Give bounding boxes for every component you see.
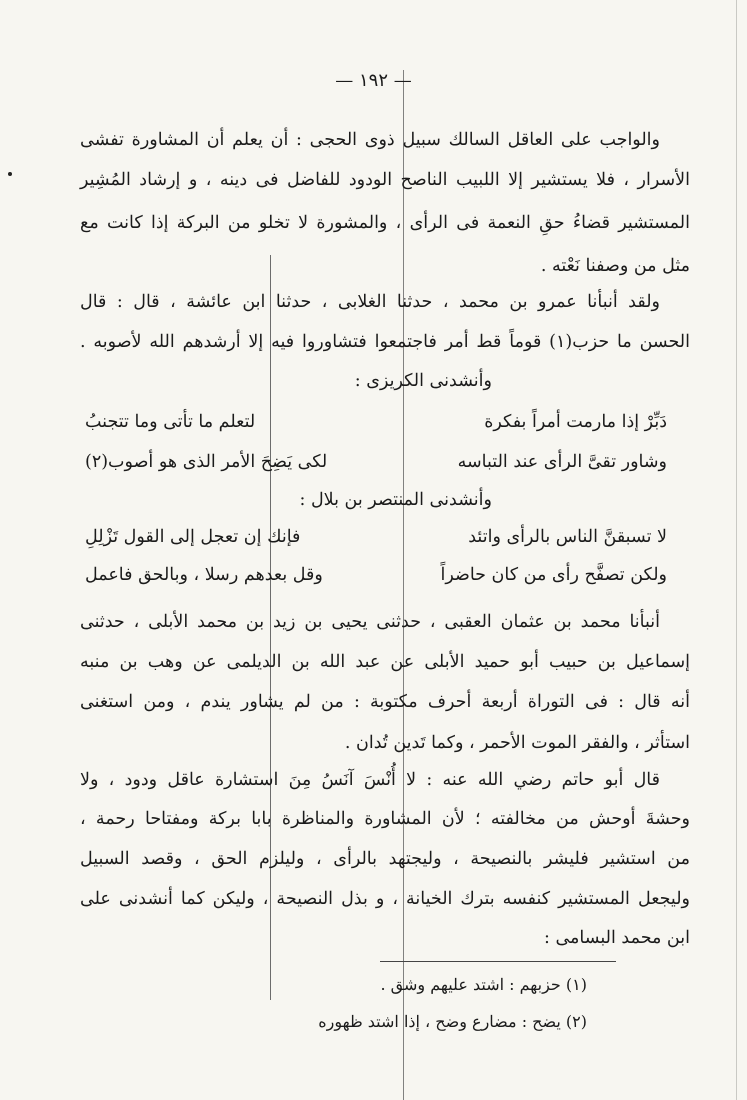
footnote-1: (١) حزبهم : اشتد عليهم وشق . — [380, 975, 587, 994]
ink-speck — [8, 172, 12, 176]
text-line: وحشةَ أوحش من مخالفته ؛ لأن المشاورة والمناظرة بابا بركة ومفتاحا رحمة ، — [80, 809, 690, 829]
verse-hemistich-left: لتعلم ما تأتى وما تتجنبُ — [85, 412, 256, 432]
verse-hemistich-right: ولكن تصفَّح رأى من كان حاضراً — [440, 565, 667, 585]
page-number: — ١٩٢ — — [335, 70, 412, 91]
poem-intro: وأنشدنى المنتصر بن بلال : — [299, 490, 492, 510]
poem-intro: وأنشدنى الكريزى : — [354, 371, 492, 391]
text-line: أنه قال : فى التوراة أربعة أحرف مكتوبة : من لم يشاور يندم ، ومن استغنى — [80, 692, 690, 712]
verse-hemistich-left: فإنك إن تعجل إلى القول تَزْلِلِ — [85, 527, 301, 547]
footnote-rule — [380, 961, 616, 962]
text-line: أنبأنا محمد بن عثمان العقبى ، حدثنى يحيى بن زيد بن محمد الأبلى ، حدثنى — [80, 612, 660, 632]
text-line: والواجب على العاقل السالك سبيل ذوى الحجى : أن يعلم أن المشاورة تفشى — [80, 130, 660, 150]
text-line: الحسن ما حزب(١) قوماً قط أمر فاجتمعوا فتشاوروا فيه إلا أرشدهم الله لأصوبه . — [80, 332, 690, 352]
verse-hemistich-left: وقل بعدهم رسلا ، وبالحق فاعمل — [85, 565, 323, 585]
text-line: وليجعل المستشير كنفسه بترك الخيانة ، و بذل النصيحة ، وليكن كما أنشدنى على — [80, 889, 690, 909]
verse-hemistich-right: دَبِّرْ إذا مارمت أمراً بفكرة — [484, 412, 667, 432]
text-line: ابن محمد البسامى : — [544, 928, 690, 948]
text-line: إسماعيل بن حبيب أبو حميد الأبلى عن عبد الله بن الديلمى عن وهب بن منبه — [80, 652, 690, 672]
page-edge — [736, 0, 737, 1100]
text-line: استأثر ، والفقر الموت الأحمر ، وكما تَدين تُدان . — [344, 733, 690, 753]
verse-hemistich-right: لا تسبقنَّ الناس بالرأى واتئد — [468, 527, 667, 547]
text-line: قال أبو حاتم رضي الله عنه : لا أُنْسَ آنَسُ مِنَ استشارة عاقل ودود ، ولا — [80, 770, 660, 790]
text-line: ولقد أنبأنا عمرو بن محمد ، حدثنا الغلابى ، حدثنا ابن عائشة ، قال : قال — [80, 292, 660, 312]
text-line: المستشير قضاءُ حقِ النعمة فى الرأى ، والمشورة لا تخلو من البركة إذا كانت مع — [80, 213, 690, 233]
verse-hemistich-right: وشاور تقىَّ الرأى عند التباسه — [457, 452, 667, 472]
footnote-2: (٢) يضح : مضارع وضح ، إذا اشتد ظهوره — [318, 1012, 587, 1031]
text-line: الأسرار ، فلا يستشير إلا اللبيب الناصح الودود للفاضل فى دينه ، و إرشاد المُشِير — [80, 170, 690, 190]
text-line: مثل من وصفنا نَعْته . — [540, 256, 690, 276]
text-line: من استشير فليشر بالنصيحة ، وليجتهد بالرأى ، وليلزم الحق ، وقصد السبيل — [80, 849, 690, 869]
verse-hemistich-left: لكى يَضِحَ الأمر الذى هو أصوب(٢) — [85, 452, 328, 472]
